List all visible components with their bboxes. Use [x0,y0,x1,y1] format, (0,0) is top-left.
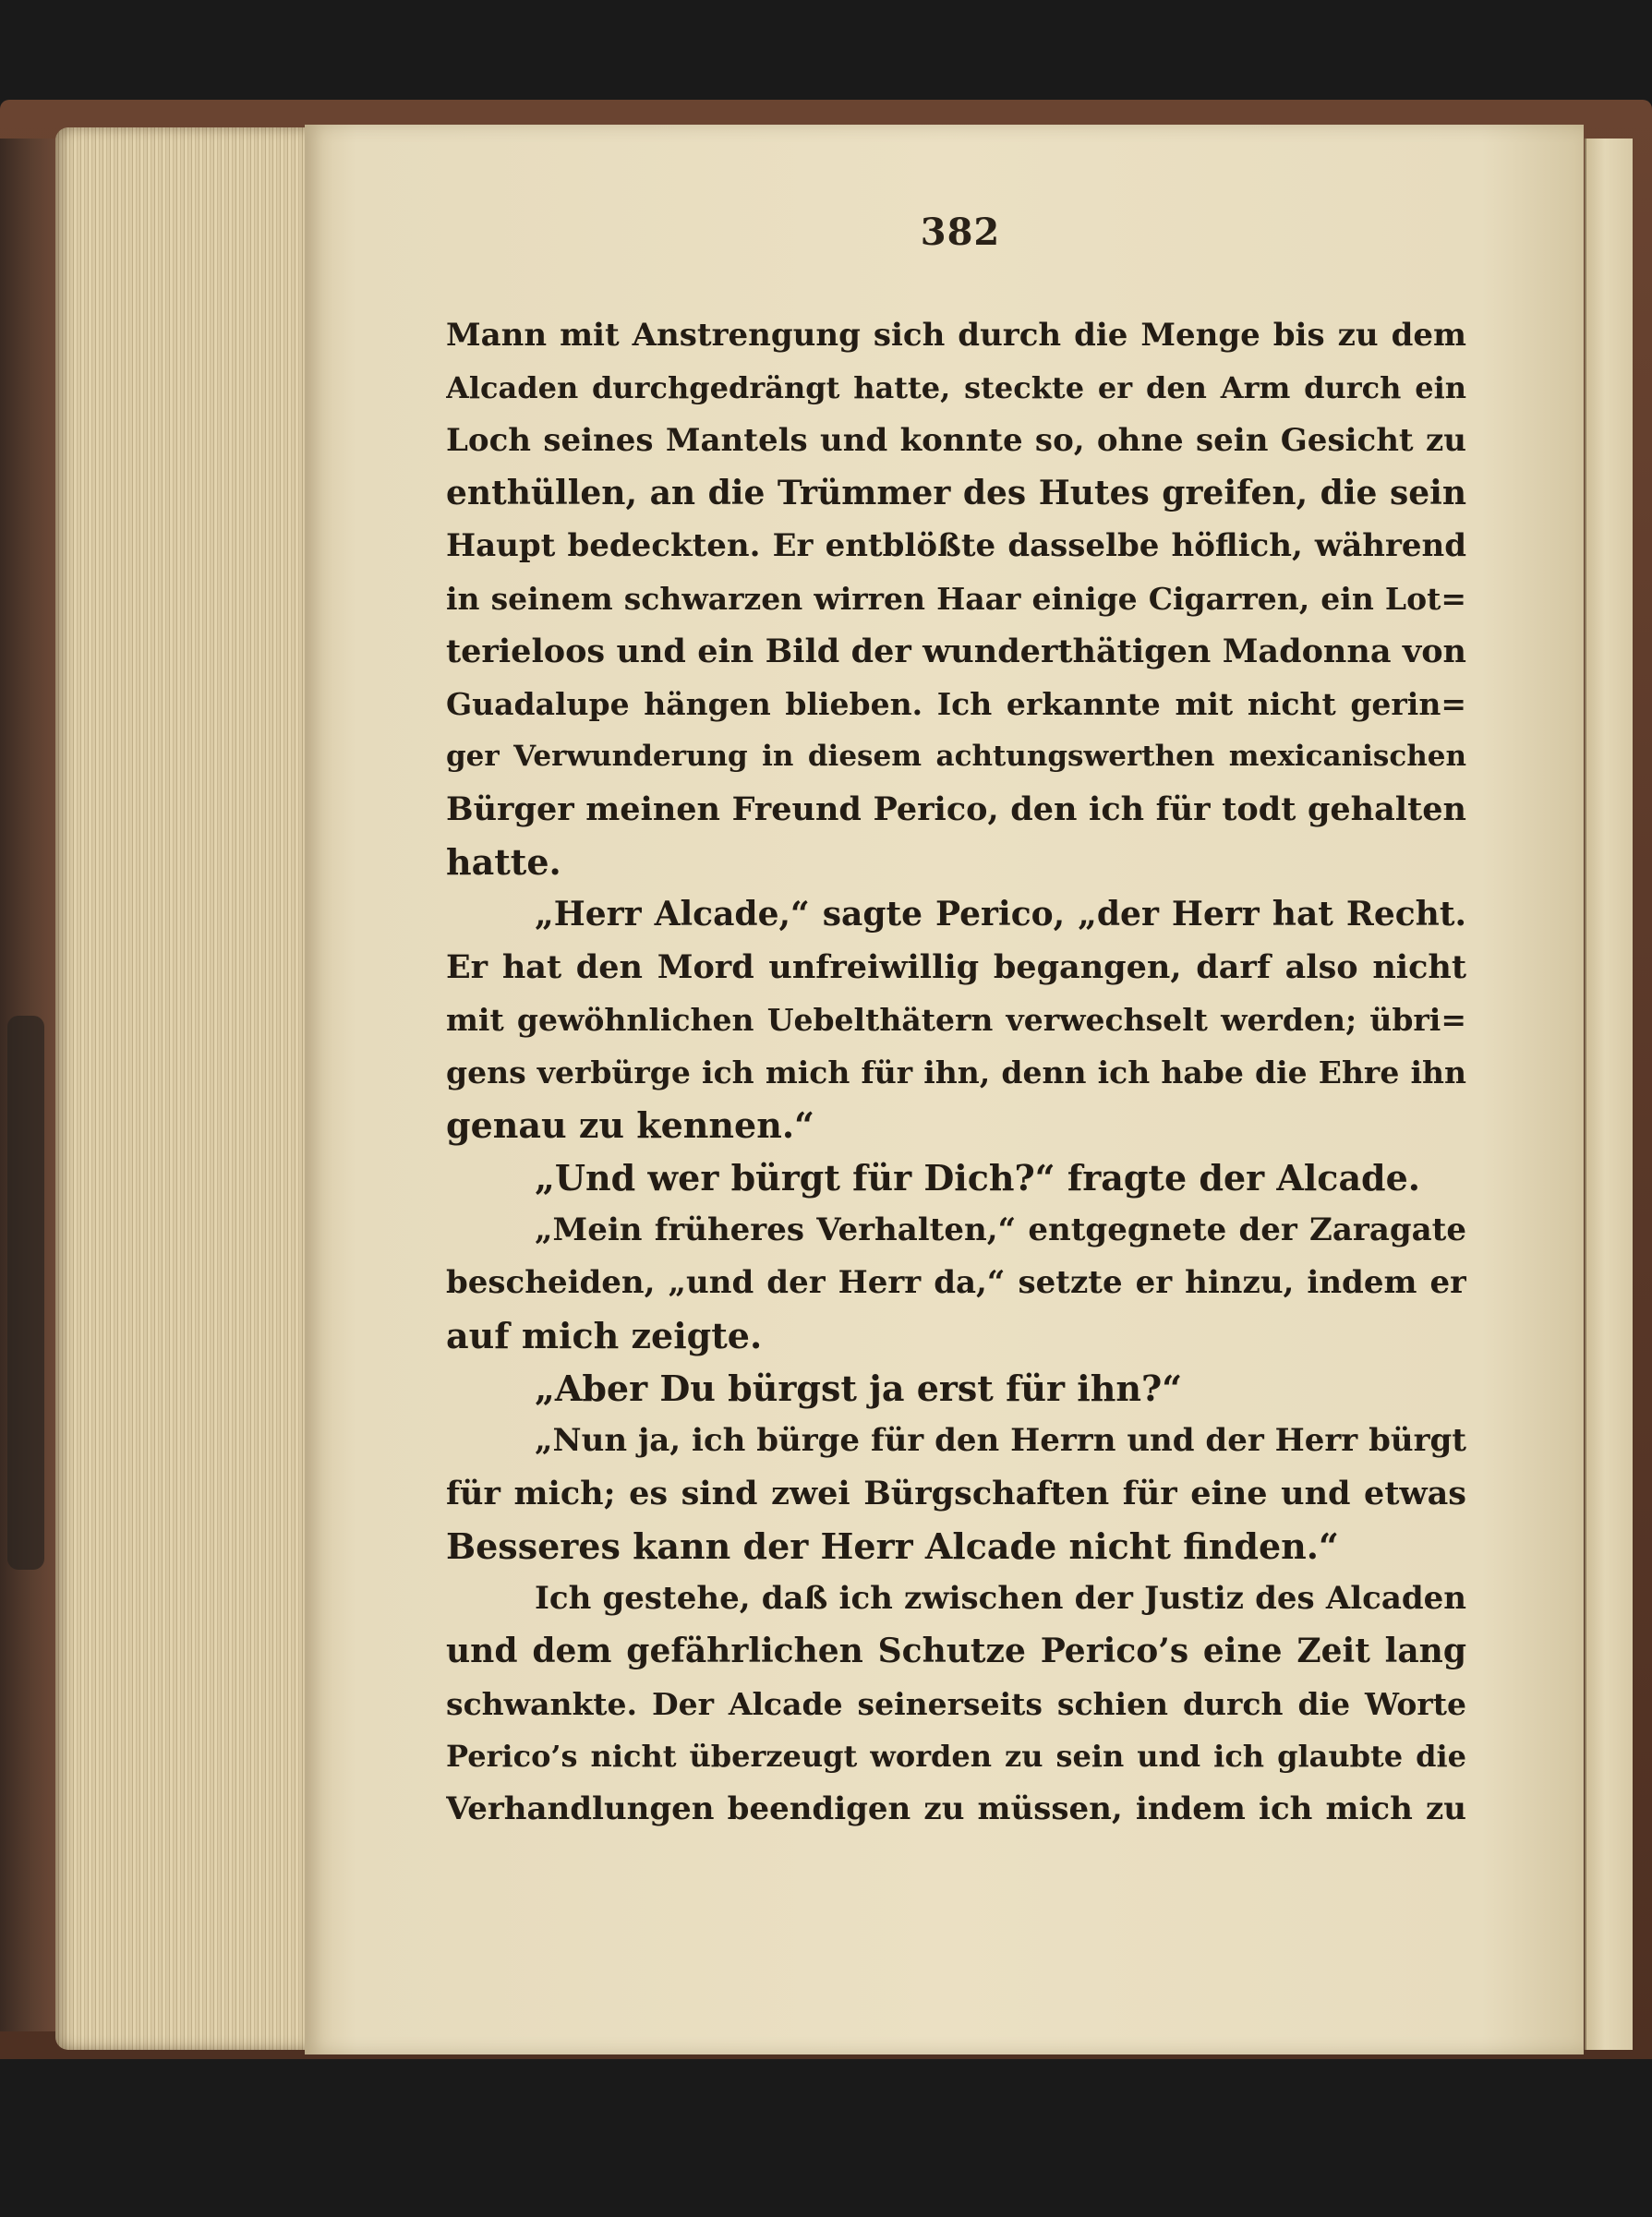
text-line: genau zu kennen.“ [446,1104,814,1146]
facing-page-edge [1585,139,1633,2050]
text-line: Guadalupe hängen blieben. Ich erkannte mit nicht gerin= [446,686,1466,722]
text-line: Mann mit Anstrengung sich durch die Menge bis zu dem [446,317,1466,354]
text-line: bescheiden, „und der Herr da,“ setzte er hinzu, indem er [446,1264,1466,1301]
text-line: Bürger meinen Freund Perico, den ich für todt gehalten [446,790,1466,828]
cover-worn-patch [7,1016,44,1570]
text-line: mit gewöhnlichen Uebelthätern verwechselt werden; übri= [446,1002,1466,1038]
text-line: „Mein früheres Verhalten,“ entgegnete der Zaragate [535,1211,1466,1248]
text-line: Loch seines Mantels und konnte so, ohne sein Gesicht zu [446,422,1466,459]
text-line: hatte. [446,841,561,883]
text-line: Perico’s nicht überzeugt worden zu sein und ich glaubte die [446,1739,1466,1774]
text-line: auf mich zeigte. [446,1315,763,1356]
text-line: und dem gefährlichen Schutze Perico’s eine Zeit lang [446,1632,1466,1670]
text-line: ger Verwunderung in diesem achtungswerthen mexicanischen [446,740,1466,773]
text-line: schwankte. Der Alcade seinerseits schien durch die Worte [446,1686,1466,1722]
text-line: Besseres kann der Herr Alcade nicht finden.“ [446,1525,1339,1567]
text-line: gens verbürge ich mich für ihn, denn ich habe die Ehre ihn [446,1054,1466,1090]
text-line: „Herr Alcade,“ sagte Perico, „der Herr hat Recht. [535,895,1466,934]
text-line: terieloos und ein Bild der wunderthätigen Madonna von [446,633,1466,670]
text-line: „Und wer bürgt für Dich?“ fragte der Alcade. [535,1157,1421,1199]
text-line: Verhandlungen beendigen zu müssen, indem ich mich zu [446,1790,1466,1827]
page-number: 382 [920,211,1001,254]
text-line: Haupt bedeckten. Er entblößte dasselbe höflich, während [446,527,1466,564]
text-line: für mich; es sind zwei Bürgschaften für eine und etwas [446,1475,1466,1512]
text-line: Alcaden durchgedrängt hatte, steckte er den Arm durch ein [446,370,1466,405]
text-line: Ich gestehe, daß ich zwischen der Justiz des Alcaden [535,1580,1466,1617]
background-bottom [0,2059,1652,2217]
text-line: enthüllen, an die Trümmer des Hutes greifen, die sein [446,474,1466,512]
page-block-edges [55,127,307,2050]
text-line: Er hat den Mord unfreiwillig begangen, darf also nicht [446,948,1466,986]
text-line: „Aber Du bürgst ja erst für ihn?“ [535,1368,1183,1409]
text-line: in seinem schwarzen wirren Haar einige Cigarren, ein Lot= [446,581,1466,617]
text-line: „Nun ja, ich bürge für den Herrn und der Herr bürgt [535,1422,1466,1459]
page-text [446,309,1466,1836]
